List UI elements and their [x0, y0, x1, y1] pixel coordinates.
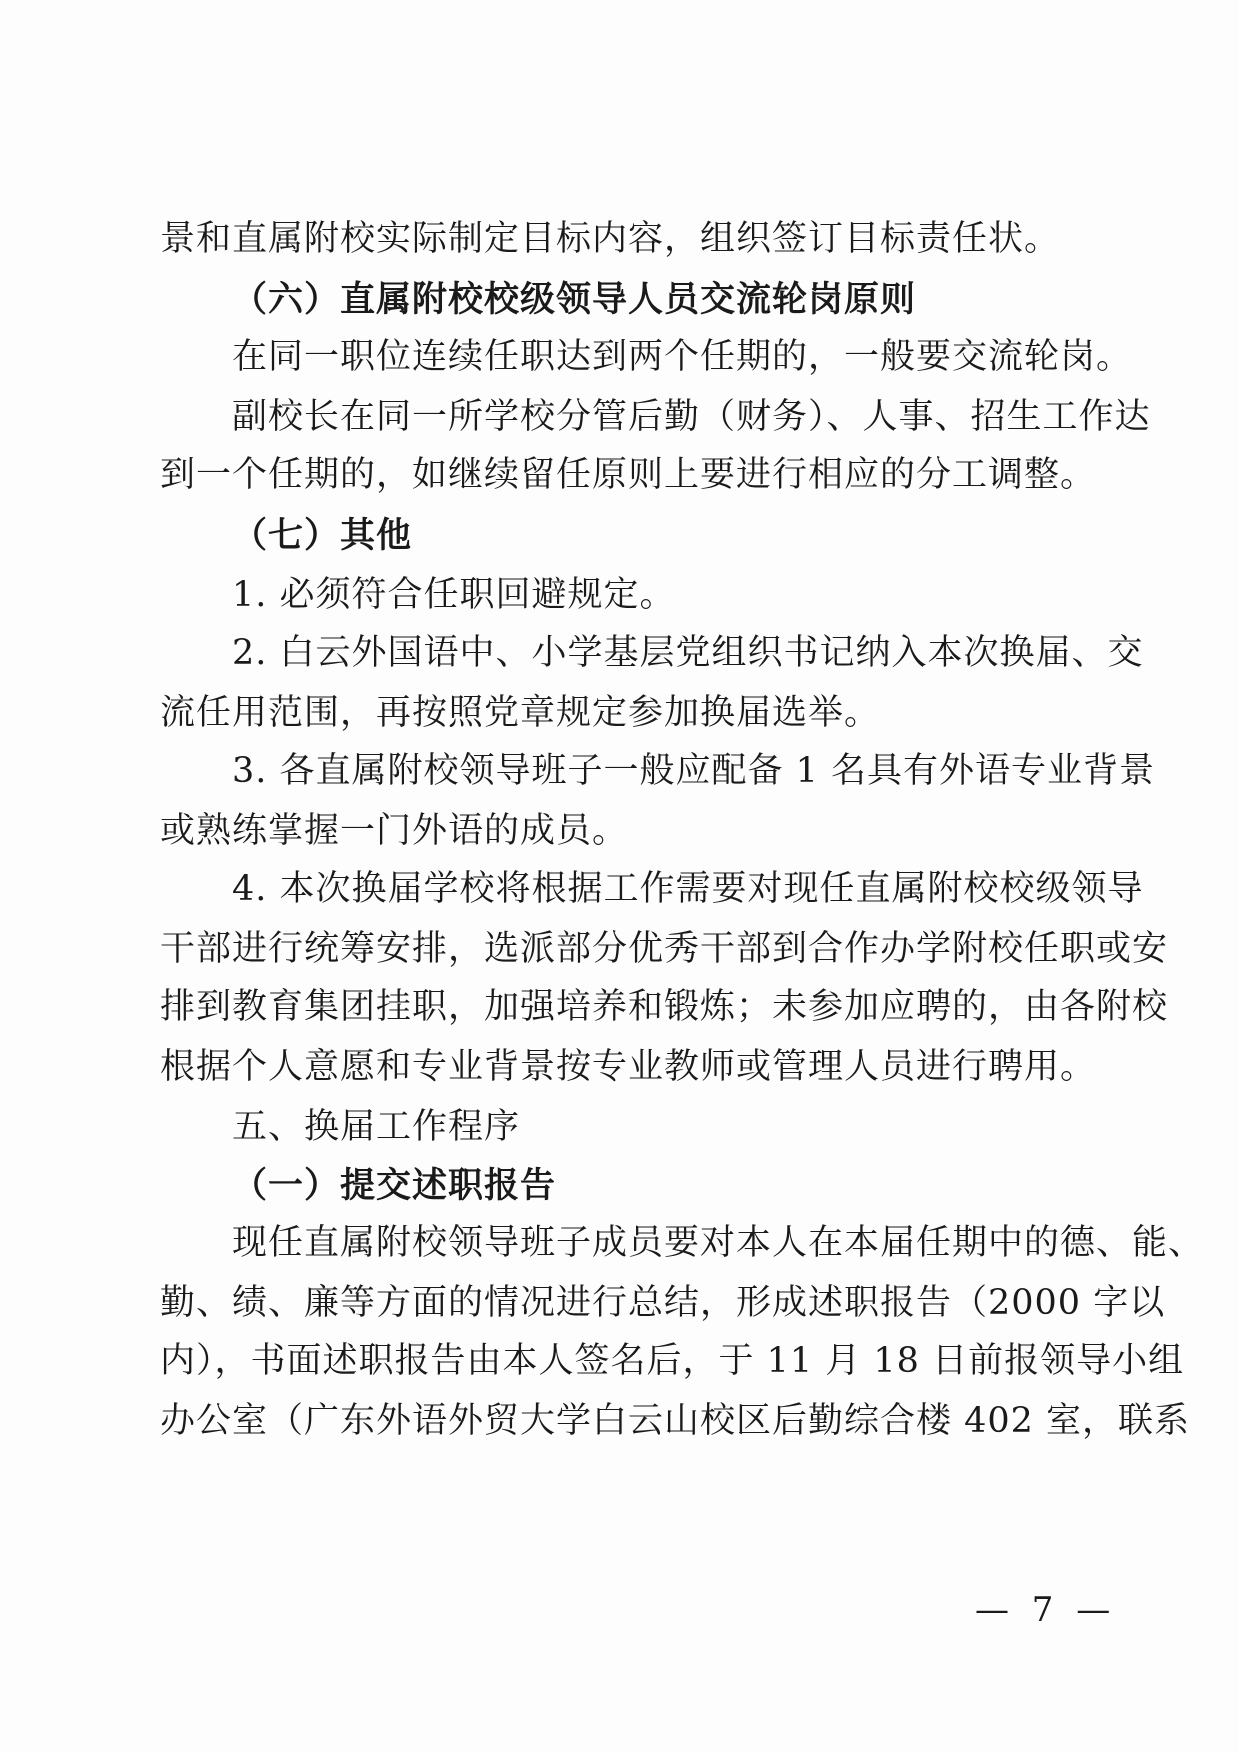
paragraph-line: 办公室（广东外语外贸大学白云山校区后勤综合楼 402 室，联系	[160, 1401, 1191, 1441]
paragraph-line: 内），书面述职报告由本人签名后，于 11 月 18 日前报领导小组	[160, 1341, 1185, 1381]
chapter-heading: 五、换届工作程序	[232, 1107, 521, 1147]
list-item-continuation: 根据个人意愿和专业背景按专业教师或管理人员进行聘用。	[160, 1047, 1097, 1087]
list-item: 2. 白云外国语中、小学基层党组织书记纳入本次换届、交	[232, 633, 1144, 673]
section-heading: （六）直属附校校级领导人员交流轮岗原则	[232, 279, 917, 320]
list-item-continuation: 干部进行统筹安排，选派部分优秀干部到合作办学附校任职或安	[160, 929, 1169, 969]
section-heading: （七）其他	[232, 515, 413, 556]
paragraph-line: 勤、绩、廉等方面的情况进行总结，形成述职报告（2000 字以	[160, 1283, 1166, 1323]
page-number: — 7 —	[975, 1590, 1117, 1630]
list-item-continuation: 或熟练掌握一门外语的成员。	[160, 811, 629, 851]
paragraph-line: 到一个任期的，如继续留任原则上要进行相应的分工调整。	[160, 455, 1097, 495]
list-item-continuation: 排到教育集团挂职，加强培养和锻炼；未参加应聘的，由各附校	[160, 987, 1169, 1027]
list-item: 1. 必须符合任职回避规定。	[232, 575, 676, 615]
list-item: 4. 本次换届学校将根据工作需要对现任直属附校校级领导	[232, 869, 1144, 909]
paragraph-line: 在同一职位连续任职达到两个任期的，一般要交流轮岗。	[232, 337, 1133, 377]
text-line: 景和直属附校实际制定目标内容，组织签订目标责任状。	[160, 219, 1061, 259]
list-item-continuation: 流任用范围，再按照党章规定参加换届选举。	[160, 693, 881, 733]
section-heading: （一）提交述职报告	[232, 1165, 557, 1206]
list-item: 3. 各直属附校领导班子一般应配备 1 名具有外语专业背景	[232, 751, 1156, 791]
paragraph-line: 现任直属附校领导班子成员要对本人在本届任期中的德、能、	[232, 1223, 1205, 1263]
paragraph-line: 副校长在同一所学校分管后勤（财务）、人事、招生工作达	[232, 397, 1151, 437]
